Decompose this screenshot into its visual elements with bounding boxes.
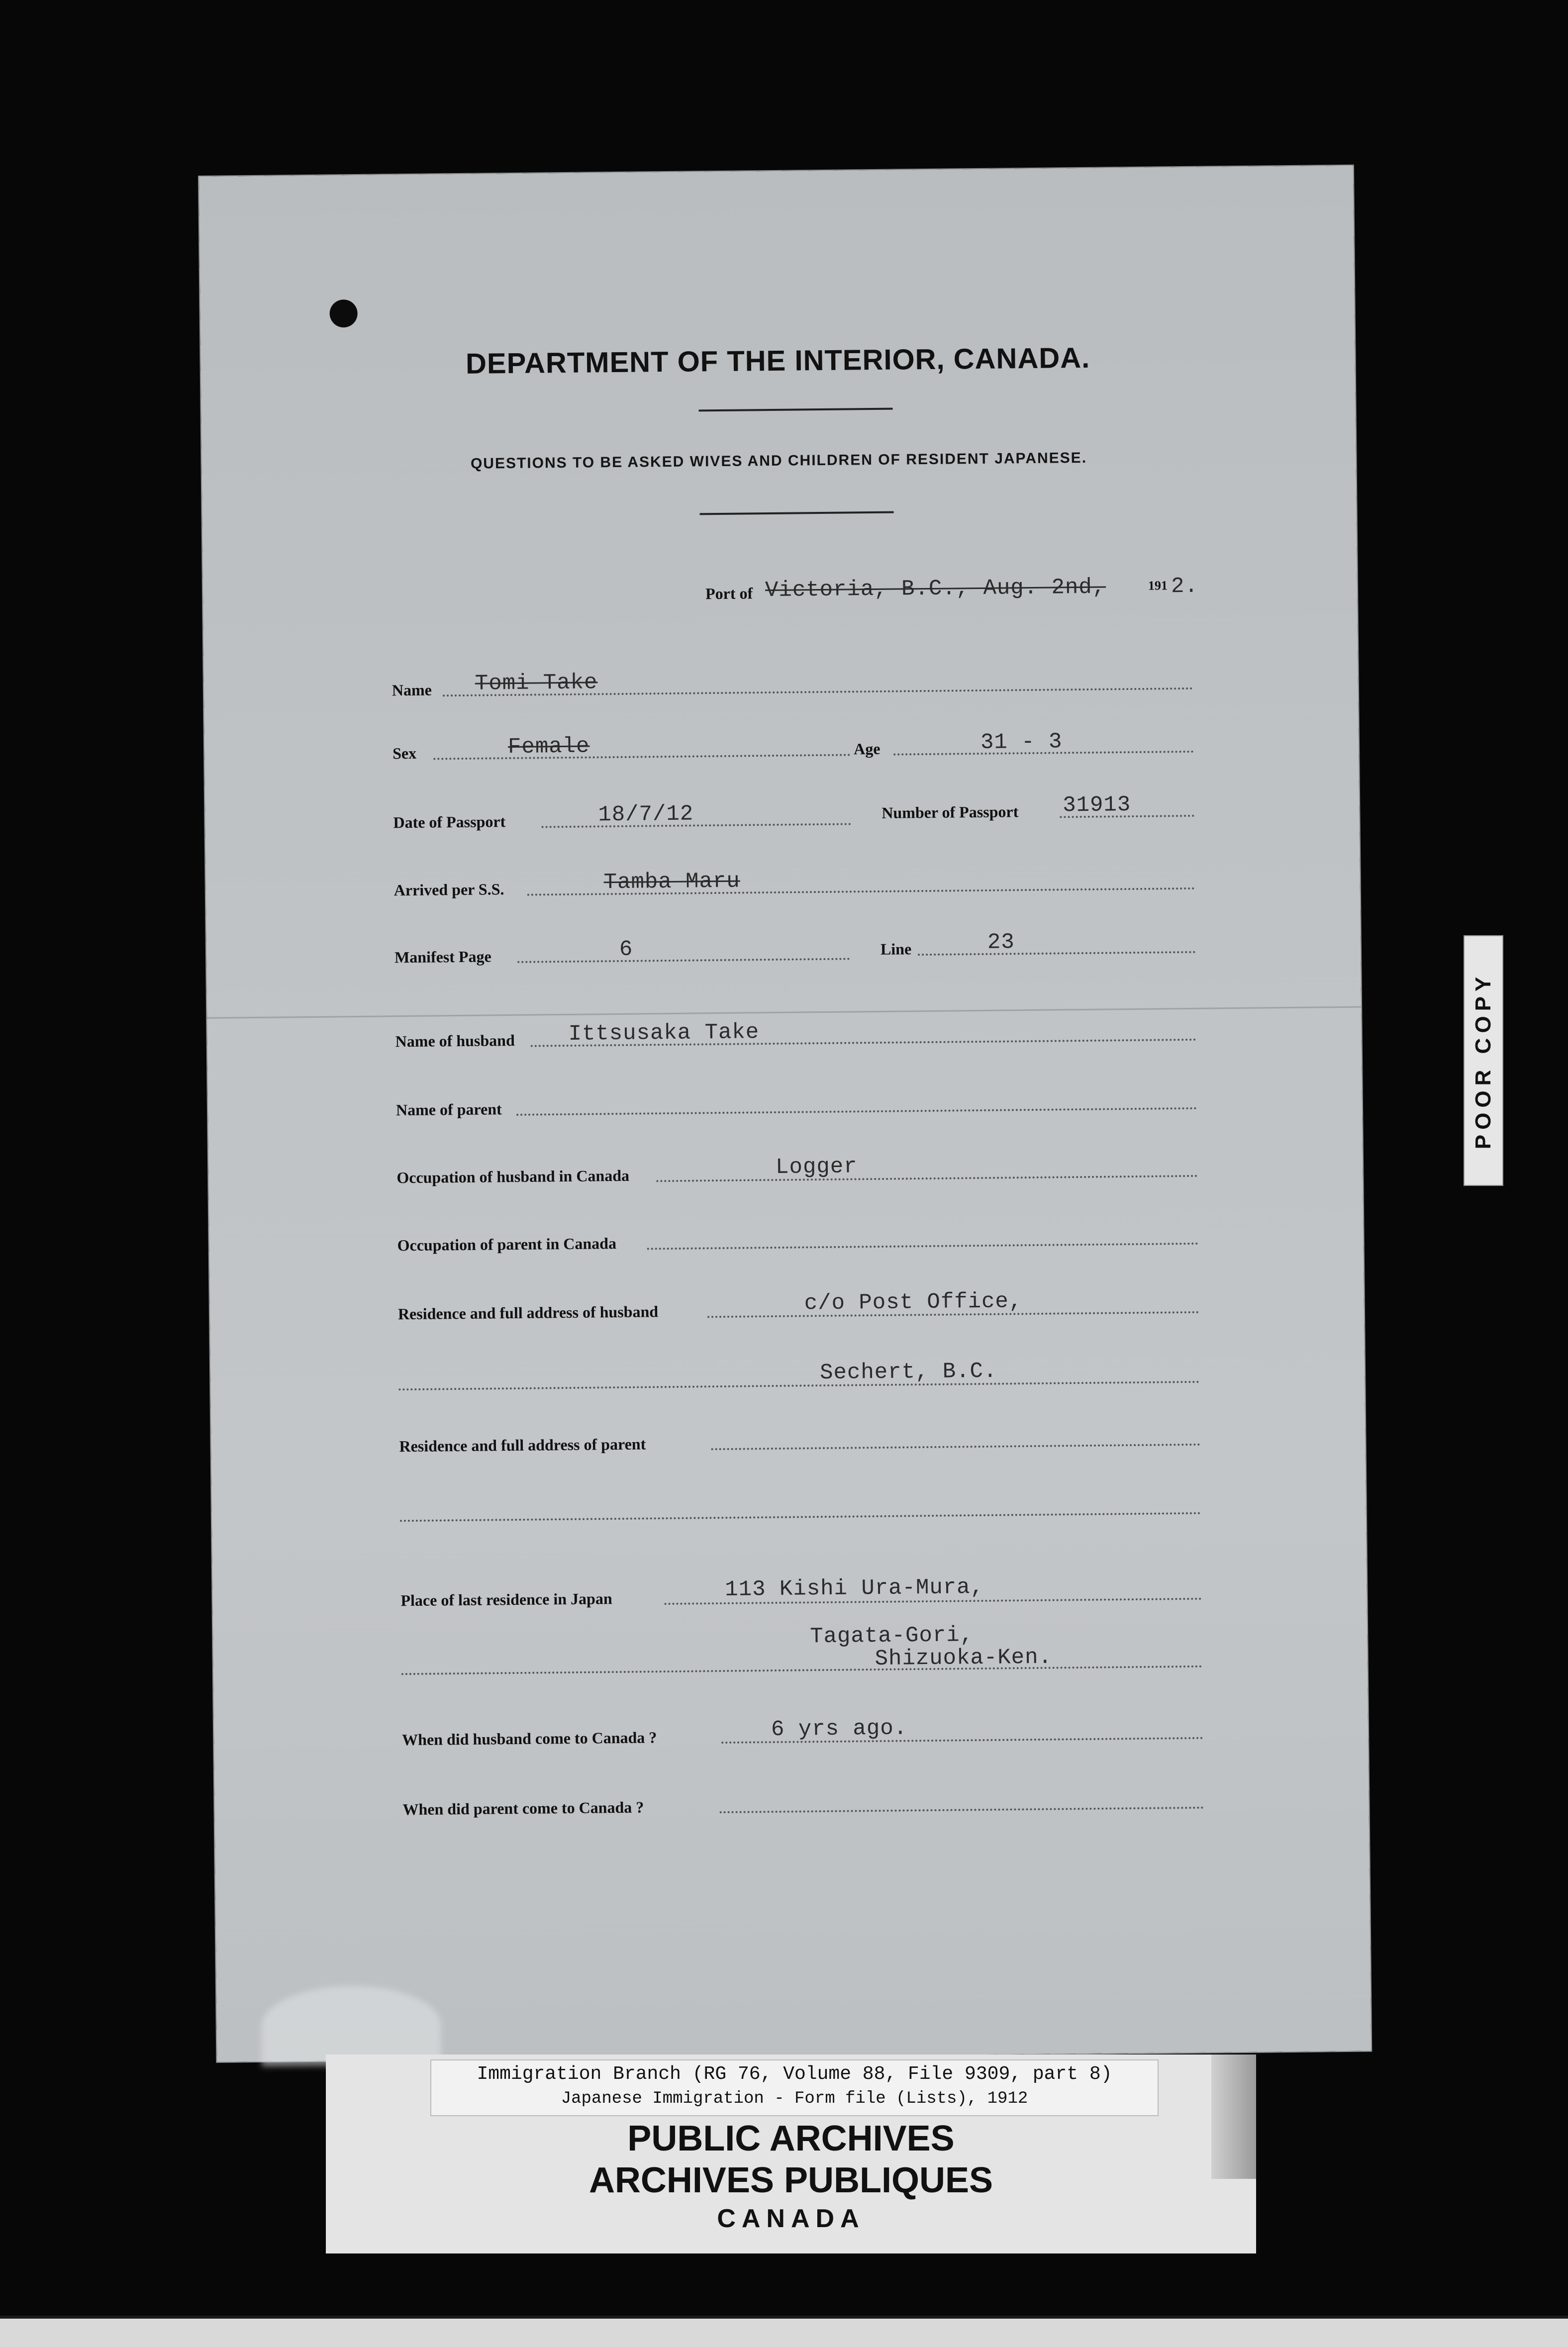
- citation-line-2: Japanese Immigration - Form file (Lists), 1912: [561, 2089, 1028, 2108]
- title-rule: [699, 408, 893, 412]
- archive-country: CANADA: [717, 2204, 865, 2233]
- parent-occupation-label: Occupation of parent in Canada: [397, 1234, 617, 1255]
- husband-residence-line2: Sechert, B.C.: [819, 1359, 997, 1386]
- form-subtitle: QUESTIONS TO BE ASKED WIVES AND CHILDREN OF RESIDENT JAPANESE.: [470, 449, 1087, 472]
- poor-copy-stamp: [1464, 935, 1503, 1186]
- line-label: Line: [880, 940, 912, 958]
- sex-label: Sex: [392, 744, 417, 763]
- form-title: DEPARTMENT OF THE INTERIOR, CANADA.: [465, 341, 1090, 380]
- poor-copy-text: POOR COPY: [1471, 972, 1495, 1150]
- citation-strip: [430, 2059, 1159, 2116]
- immigration-form-sheet: [199, 166, 1371, 2062]
- port-label: Port of: [705, 584, 753, 603]
- port-year-printed: 191: [1148, 578, 1168, 593]
- husband-name-value: Ittsusaka Take: [568, 1020, 760, 1047]
- sex-value: Female: [507, 734, 590, 760]
- parent-name-dotted-line: [516, 1107, 1197, 1116]
- parent-residence-dotted-line: [711, 1444, 1200, 1450]
- subtitle-rule: [700, 511, 894, 515]
- sex-dotted-line: [433, 754, 850, 760]
- parent-residence-dotted-line-2: [400, 1512, 1201, 1522]
- fold-line: [207, 1006, 1361, 1019]
- archive-label-card: [326, 2054, 1256, 2253]
- archive-name-english: PUBLIC ARCHIVES: [627, 2119, 955, 2158]
- parent-came-dotted-line: [720, 1807, 1204, 1813]
- citation-line-1: Immigration Branch (RG 76, Volume 88, File 9309, part 8): [477, 2063, 1112, 2085]
- punch-hole: [329, 299, 358, 328]
- passport-number-value: 31913: [1062, 792, 1131, 818]
- age-value: 31 - 3: [980, 729, 1063, 755]
- passport-date-value: 18/7/12: [598, 801, 694, 828]
- passport-number-label: Number of Passport: [882, 802, 1019, 822]
- arrived-label: Arrived per S.S.: [393, 880, 504, 899]
- husband-occupation-label: Occupation of husband in Canada: [396, 1166, 630, 1187]
- name-value: Tomi Take: [475, 670, 598, 696]
- parent-residence-label: Residence and full address of parent: [399, 1435, 646, 1456]
- last-residence-line2: Tagata-Gori,: [809, 1623, 974, 1650]
- line-value: 23: [987, 930, 1015, 955]
- parent-occupation-dotted-line: [647, 1243, 1198, 1250]
- manifest-page-label: Manifest Page: [394, 947, 491, 967]
- last-residence-dotted-line-2: [401, 1665, 1202, 1675]
- husband-came-label: When did husband come to Canada ?: [402, 1728, 657, 1749]
- parent-came-label: When did parent come to Canada ?: [402, 1798, 644, 1819]
- passport-date-dotted-line: [542, 823, 851, 828]
- husband-residence-dotted-line-2: [398, 1381, 1199, 1390]
- arrived-value: Tamba Maru: [603, 869, 740, 895]
- line-dotted-line: [918, 951, 1195, 956]
- age-label: Age: [853, 739, 881, 758]
- manifest-page-dotted-line: [517, 958, 850, 963]
- manifest-page-value: 6: [619, 937, 633, 962]
- husband-residence-line1: c/o Post Office,: [804, 1289, 1023, 1316]
- name-label: Name: [392, 681, 432, 699]
- husband-name-label: Name of husband: [395, 1031, 515, 1051]
- last-residence-label: Place of last residence in Japan: [400, 1589, 612, 1610]
- port-value: Victoria, B.C., Aug. 2nd,: [765, 575, 1106, 603]
- archive-name-french: ARCHIVES PUBLIQUES: [588, 2160, 993, 2200]
- husband-occupation-value: Logger: [775, 1154, 858, 1180]
- husband-occupation-dotted-line: [656, 1175, 1197, 1182]
- film-edge-strip: [0, 2316, 1568, 2347]
- last-residence-line3: Shizuoka-Ken.: [875, 1645, 1053, 1672]
- last-residence-line1: 113 Kishi Ura-Mura,: [725, 1574, 984, 1602]
- parent-name-label: Name of parent: [395, 1100, 502, 1119]
- port-year-typed: 2.: [1171, 574, 1199, 599]
- husband-residence-label: Residence and full address of husband: [397, 1302, 659, 1323]
- passport-date-label: Date of Passport: [393, 812, 506, 832]
- husband-came-value: 6 yrs ago.: [771, 1716, 908, 1743]
